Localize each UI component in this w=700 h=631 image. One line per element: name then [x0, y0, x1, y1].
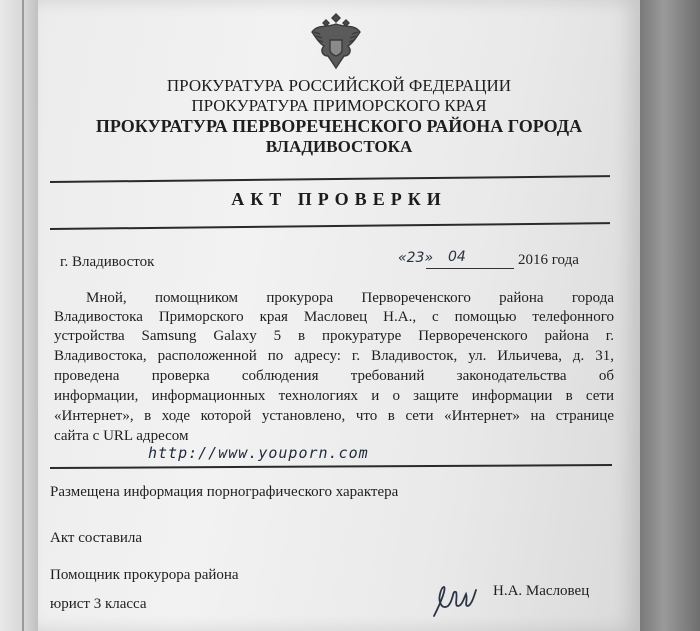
divider-bottom [50, 222, 610, 230]
body-line-3: устройства Samsung Galaxy 5 в прокуратуре Первореченского района г. [54, 328, 614, 344]
body-line-1: Мной, помощником прокурора Первореченского района города [86, 290, 614, 306]
finding-text: Размещена информация порнографического характера [50, 484, 399, 500]
signature-icon [428, 572, 486, 622]
position-line-2: юрист 3 класса [50, 596, 147, 612]
body-line-4: Владивостока, расположенной по адресу: г. Владивосток, ул. Ильичева, д. 31, [54, 348, 614, 364]
header-line-1: ПРОКУРАТУРА РОССИЙСКОЙ ФЕДЕРАЦИИ [166, 76, 512, 95]
spine-edge [22, 0, 24, 631]
body-line-8: сайта с URL адресом [54, 428, 189, 444]
handwritten-url: http://www.youporn.com [148, 444, 369, 462]
body-line-6: информации, информационных технологиях и о защите информации в сети [54, 388, 614, 404]
date-day: «23» [398, 250, 434, 266]
date-month: 04 [448, 249, 466, 265]
compiled-by: Акт составила [50, 530, 143, 546]
place: г. Владивосток [60, 254, 155, 270]
body-line-2: Владивостока Приморского края Масловец Н.А., с помощью телефонного [54, 309, 614, 325]
binder-spine [0, 0, 40, 631]
header-line-3: ПРОКУРАТУРА ПЕРВОРЕЧЕНСКОГО РАЙОНА ГОРОДА [95, 116, 583, 136]
date-year: 2016 года [518, 252, 579, 268]
document-title: АКТ ПРОВЕРКИ [231, 189, 447, 209]
header-line-4: ВЛАДИВОСТОКА [265, 137, 413, 156]
header-line-2: ПРОКУРАТУРА ПРИМОРСКОГО КРАЯ [191, 96, 487, 115]
body-line-5: проведена проверка соблюдения требований законодательства об [54, 368, 614, 384]
document-page [38, 0, 640, 631]
divider-top [50, 175, 610, 183]
date-underline [426, 268, 514, 269]
signer-name: Н.А. Масловец [493, 583, 590, 599]
coat-of-arms-icon [308, 10, 364, 72]
url-underline [50, 464, 612, 469]
position-line-1: Помощник прокурора района [50, 567, 239, 583]
background-desk [640, 0, 700, 631]
body-line-7: «Интернет», в ходе которой установлено, что в сети «Интернет» на странице [54, 408, 614, 424]
